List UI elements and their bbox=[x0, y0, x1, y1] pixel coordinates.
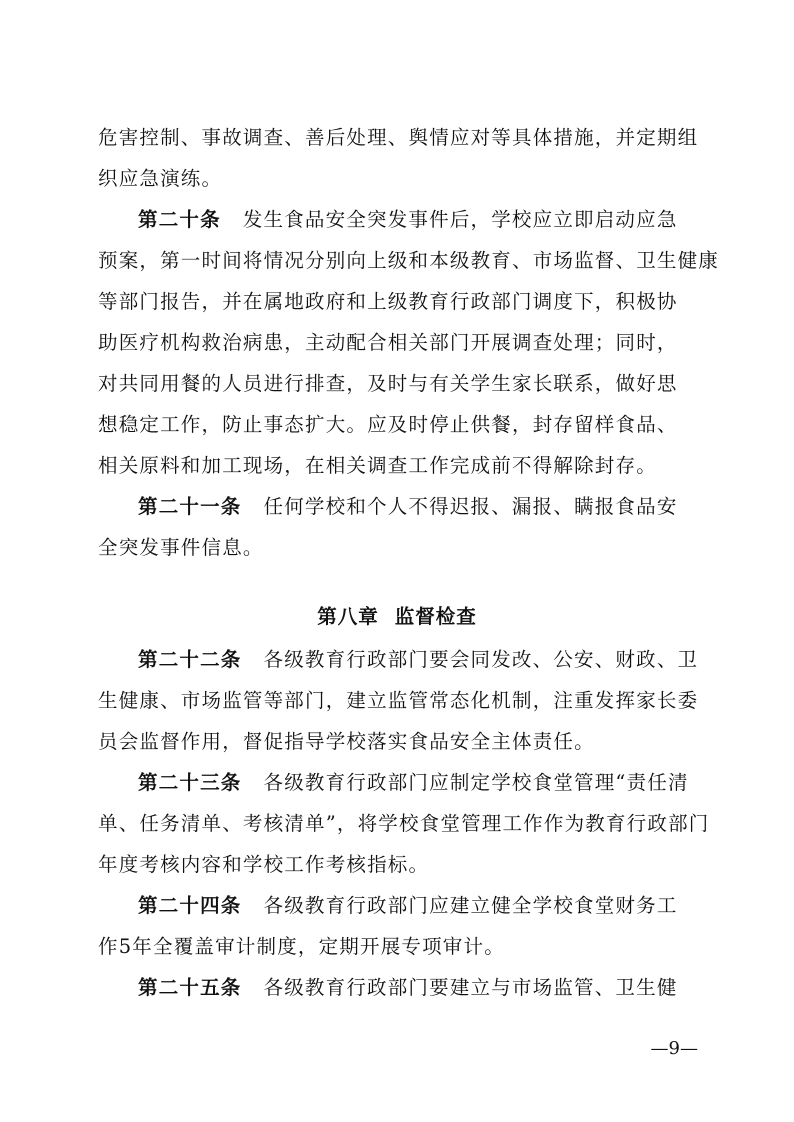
article-21-line bbox=[138, 497, 738, 517]
text-line: 各级教育行政部门应建立健全学校食堂财务工 bbox=[263, 894, 678, 917]
text-line: 想稳定工作，防止事态扩大。应及时停止供餐，封存留样食品、 bbox=[98, 413, 678, 436]
text-line: 任何学校和个人不得迟报、漏报、瞒报食品安 bbox=[263, 495, 678, 518]
text-line: 发生食品安全突发事件后，学校应立即启动应急 bbox=[242, 208, 678, 231]
article-label: 第二十条 bbox=[138, 208, 221, 231]
page-number: —9— bbox=[650, 1038, 698, 1059]
text-line: 预案，第一时间将情况分别向上级和本级教育、市场监督、卫生健康 bbox=[98, 249, 720, 272]
text-line: 各级教育行政部门要会同发改、公安、财政、卫 bbox=[263, 648, 699, 671]
article-20-line bbox=[138, 210, 738, 230]
text-line: 作5年全覆盖审计制度，定期开展专项审计。 bbox=[98, 935, 505, 958]
text-line: 全突发事件信息。 bbox=[98, 536, 264, 559]
article-24-line bbox=[138, 896, 738, 916]
article-label: 第二十五条 bbox=[138, 976, 242, 999]
text-line: 单、任务清单、考核清单”，将学校食堂管理工作作为教育行政部门 bbox=[98, 812, 710, 835]
chapter-heading bbox=[0, 607, 794, 627]
text-line: 各级教育行政部门要建立与市场监管、卫生健 bbox=[263, 976, 678, 999]
text-line: 相关原料和加工现场，在相关调查工作完成前不得解除封存。 bbox=[98, 454, 657, 477]
text-line: 年度考核内容和学校工作考核指标。 bbox=[98, 853, 430, 876]
article-25-line bbox=[138, 978, 738, 998]
article-label: 第二十一条 bbox=[138, 495, 242, 518]
article-label: 第二十三条 bbox=[138, 771, 242, 794]
text-line: 等部门报告，并在属地政府和上级教育行政部门调度下，积极协 bbox=[98, 290, 678, 313]
text-line: 助医疗机构救治病患，主动配合相关部门开展调查处理；同时， bbox=[98, 331, 678, 354]
text-line: 各级教育行政部门应制定学校食堂管理“责任清 bbox=[263, 771, 689, 794]
text-line: 对共同用餐的人员进行排查，及时与有关学生家长联系，做好思 bbox=[98, 372, 678, 395]
chapter-number: 第八章 bbox=[317, 605, 379, 628]
text-line: 生健康、市场监管等部门，建立监管常态化机制，注重发挥家长委 bbox=[98, 689, 699, 712]
article-23-line bbox=[138, 773, 738, 793]
article-22-line bbox=[138, 650, 738, 670]
text-line: 员会监督作用，督促指导学校落实食品安全主体责任。 bbox=[98, 730, 595, 753]
article-label: 第二十四条 bbox=[138, 894, 242, 917]
article-label: 第二十二条 bbox=[138, 648, 242, 671]
text-line: 危害控制、事故调查、善后处理、舆情应对等具体措施，并定期组 bbox=[98, 126, 699, 149]
chapter-title: 监督检查 bbox=[394, 605, 477, 628]
text-line: 织应急演练。 bbox=[98, 167, 223, 190]
